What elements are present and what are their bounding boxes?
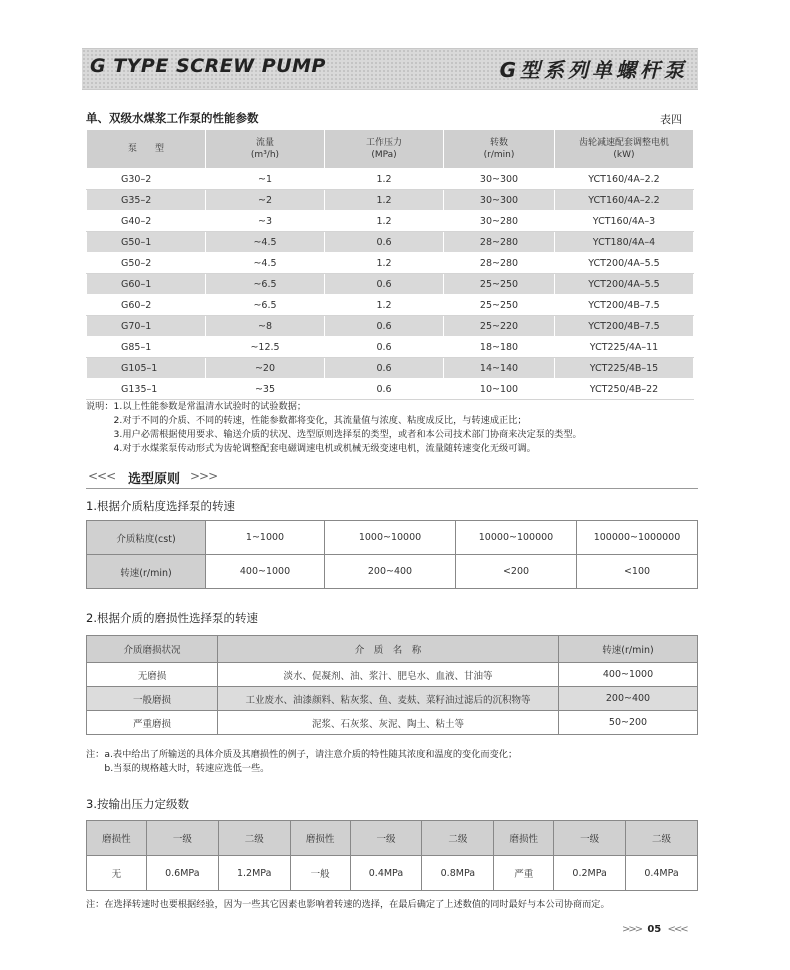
table-cell: G50–2 (87, 253, 206, 274)
final-note: 注：在选择转速时也要根据经验，因为一些其它因素也影响着转速的选择，在最后确定了上述数值的同时最好与本公司协商而定。 (86, 899, 610, 910)
table-cell: 0.6MPa (146, 856, 218, 891)
table-cell: 一般 (290, 856, 350, 891)
table-cell: G60–1 (87, 274, 206, 295)
table-cell: YCT225/4B–15 (555, 358, 694, 379)
header-title-en: G TYPE SCREW PUMP (90, 55, 326, 77)
table-cell: ~6.5 (206, 295, 325, 316)
table-row (87, 316, 694, 337)
table-row (87, 555, 698, 589)
table-row (87, 211, 694, 232)
pressure-stage-table (86, 820, 698, 891)
table-cell: 1.2 (325, 211, 444, 232)
col-header: 齿轮减速配套调整电机 (kW) (555, 130, 694, 169)
table-cell: 30~280 (444, 211, 555, 232)
table-cell: 50~200 (559, 711, 698, 735)
table-row (87, 687, 698, 711)
table-cell: ~8 (206, 316, 325, 337)
right-arrows: >>> (190, 469, 218, 483)
table-cell: 400~1000 (206, 555, 325, 589)
table-header-row (87, 821, 698, 856)
note-line: b.当泵的规格越大时，转速应选低一些。 (86, 763, 270, 774)
table-cell: YCT180/4A–4 (555, 232, 694, 253)
col-header: 二级 (218, 821, 290, 856)
table-row (87, 337, 694, 358)
table-cell: 1000~10000 (325, 521, 456, 555)
table4-notes (86, 400, 696, 456)
page-number: 05 (647, 924, 662, 935)
table-cell: 200~400 (559, 687, 698, 711)
table-cell: ~4.5 (206, 232, 325, 253)
table-cell: ~35 (206, 379, 325, 400)
table-cell: 0.6 (325, 232, 444, 253)
table-cell: 无磨损 (87, 663, 218, 687)
col-header: 转数 (r/min) (444, 130, 555, 169)
viscosity-table (86, 520, 698, 589)
table-cell: G70–1 (87, 316, 206, 337)
col-header: 一级 (350, 821, 422, 856)
table-cell: 0.8MPa (422, 856, 494, 891)
note-line: 3.用户必需根据使用要求、输送介质的状况、选型原则选择泵的类型，或者和本公司技术部门协商来决定泵的类型。 (86, 429, 582, 440)
header-banner (82, 48, 698, 90)
col-header: 二级 (422, 821, 494, 856)
note-line: 4.对于水煤浆泵传动形式为齿轮调整配套电磁调速电机或机械无级变速电机，流量随转速变化无级可调。 (86, 443, 536, 454)
table-cell: G40–2 (87, 211, 206, 232)
sub2-notes (86, 748, 696, 776)
table-cell: 10000~100000 (456, 521, 577, 555)
col-header: 介 质 名 称 (218, 636, 559, 663)
note-line: 注：a.表中给出了所输送的具体介质及其磨损性的例子，请注意介质的特性随其浓度和温度的变化而变化； (86, 749, 518, 760)
table-cell: 14~140 (444, 358, 555, 379)
table-cell: 0.6 (325, 379, 444, 400)
table-cell: <200 (456, 555, 577, 589)
left-arrows: <<< (88, 469, 116, 483)
table-cell: 30~300 (444, 169, 555, 190)
table-cell: 1.2MPa (218, 856, 290, 891)
table-cell: 10~100 (444, 379, 555, 400)
table-cell: 200~400 (325, 555, 456, 589)
table-cell: ~1 (206, 169, 325, 190)
table-cell: 转速(r/min) (87, 555, 206, 589)
table-cell: YCT225/4A–11 (555, 337, 694, 358)
table-cell: 泥浆、石灰浆、灰泥、陶土、粘土等 (218, 711, 559, 735)
table-cell: G35–2 (87, 190, 206, 211)
table-cell: 淡水、促凝剂、油、浆汁、肥皂水、血液、甘油等 (218, 663, 559, 687)
table-cell: YCT200/4B–7.5 (555, 295, 694, 316)
col-header: 工作压力 (MPa) (325, 130, 444, 169)
table-cell: 30~300 (444, 190, 555, 211)
col-header: 流量 (m³/h) (206, 130, 325, 169)
table-cell: 28~280 (444, 253, 555, 274)
table-cell: 1.2 (325, 169, 444, 190)
table-cell: YCT160/4A–2.2 (555, 190, 694, 211)
col-header: 二级 (626, 821, 698, 856)
table-row (87, 663, 698, 687)
table-row (87, 253, 694, 274)
col-header: 磨损性 (87, 821, 147, 856)
abrasion-table (86, 635, 698, 735)
table-cell: 400~1000 (559, 663, 698, 687)
sub3-title: 3.按输出压力定级数 (86, 797, 189, 811)
col-header: 一级 (146, 821, 218, 856)
table-row (87, 232, 694, 253)
table-cell: ~2 (206, 190, 325, 211)
table-cell: 0.4MPa (350, 856, 422, 891)
table-cell: 1.2 (325, 253, 444, 274)
table-header-row (87, 130, 694, 169)
table-cell: YCT200/4A–5.5 (555, 274, 694, 295)
col-header: 磨损性 (494, 821, 554, 856)
table-row (87, 711, 698, 735)
table-cell: 1.2 (325, 190, 444, 211)
table-row (87, 358, 694, 379)
note-line: 2.对于不同的介质、不同的转速，性能参数都将变化，其流量值与浓度、粘度成反比，与转速成正比； (86, 415, 527, 426)
table-cell: 介质粘度(cst) (87, 521, 206, 555)
table-cell: G30–2 (87, 169, 206, 190)
section-title: 选型原则 (128, 472, 181, 487)
table-cell: G50–1 (87, 232, 206, 253)
table-row (87, 295, 694, 316)
page-footer (622, 924, 687, 935)
table-row (87, 169, 694, 190)
table-cell: G60–2 (87, 295, 206, 316)
table-cell: 25~250 (444, 274, 555, 295)
col-header: 转速(r/min) (559, 636, 698, 663)
table-row (87, 379, 694, 400)
table-cell: G85–1 (87, 337, 206, 358)
table-cell: YCT200/4B–7.5 (555, 316, 694, 337)
table-cell: G105–1 (87, 358, 206, 379)
footer-right-arrows: <<< (667, 924, 687, 935)
table-row (87, 856, 698, 891)
table-cell: YCT160/4A–2.2 (555, 169, 694, 190)
table-cell: 1.2 (325, 295, 444, 316)
table-cell: 25~250 (444, 295, 555, 316)
col-header: 介质磨损状况 (87, 636, 218, 663)
table-cell: 严重 (494, 856, 554, 891)
table-cell: 0.4MPa (626, 856, 698, 891)
sub2-title: 2.根据介质的磨损性选择泵的转速 (86, 611, 258, 625)
table-cell: ~3 (206, 211, 325, 232)
footer-left-arrows: >>> (622, 924, 642, 935)
table-cell: 0.6 (325, 358, 444, 379)
table-cell: 25~220 (444, 316, 555, 337)
table-cell: ~12.5 (206, 337, 325, 358)
table-cell: YCT160/4A–3 (555, 211, 694, 232)
table-cell: 0.6 (325, 274, 444, 295)
table-cell: 一般磨损 (87, 687, 218, 711)
sub1-title: 1.根据介质粘度选择泵的转速 (86, 499, 235, 513)
table-cell: 100000~1000000 (577, 521, 698, 555)
table-cell: 28~280 (444, 232, 555, 253)
table-row (87, 274, 694, 295)
table-cell: YCT250/4B–22 (555, 379, 694, 400)
table-header-row (87, 636, 698, 663)
table-cell: 0.6 (325, 316, 444, 337)
table-row (87, 521, 698, 555)
table4-number: 表四 (660, 113, 682, 126)
col-header: 磨损性 (290, 821, 350, 856)
table-cell: <100 (577, 555, 698, 589)
table-cell: 0.6 (325, 337, 444, 358)
table-cell: 无 (87, 856, 147, 891)
note-line: 说明：1.以上性能参数是常温清水试验时的试验数据； (86, 401, 307, 412)
table-cell: 严重磨损 (87, 711, 218, 735)
header-title-cn: G型系列单螺杆泵 (499, 58, 688, 82)
section-header (86, 466, 698, 490)
col-header: 一级 (554, 821, 626, 856)
table-cell: ~4.5 (206, 253, 325, 274)
table-cell: YCT200/4A–5.5 (555, 253, 694, 274)
col-header: 泵 型 (87, 130, 206, 169)
table-cell: 工业废水、油漆颜料、粘灰浆、鱼、麦麸、菜籽油过滤后的沉积物等 (218, 687, 559, 711)
table-row (87, 190, 694, 211)
table-cell: 1~1000 (206, 521, 325, 555)
table-cell: ~20 (206, 358, 325, 379)
table-cell: 18~180 (444, 337, 555, 358)
section-divider (86, 488, 698, 489)
table-cell: G135–1 (87, 379, 206, 400)
table4-title: 单、双级水煤浆工作泵的性能参数 (86, 111, 259, 125)
table-cell: ~6.5 (206, 274, 325, 295)
performance-table (86, 129, 694, 400)
table-cell: 0.2MPa (554, 856, 626, 891)
